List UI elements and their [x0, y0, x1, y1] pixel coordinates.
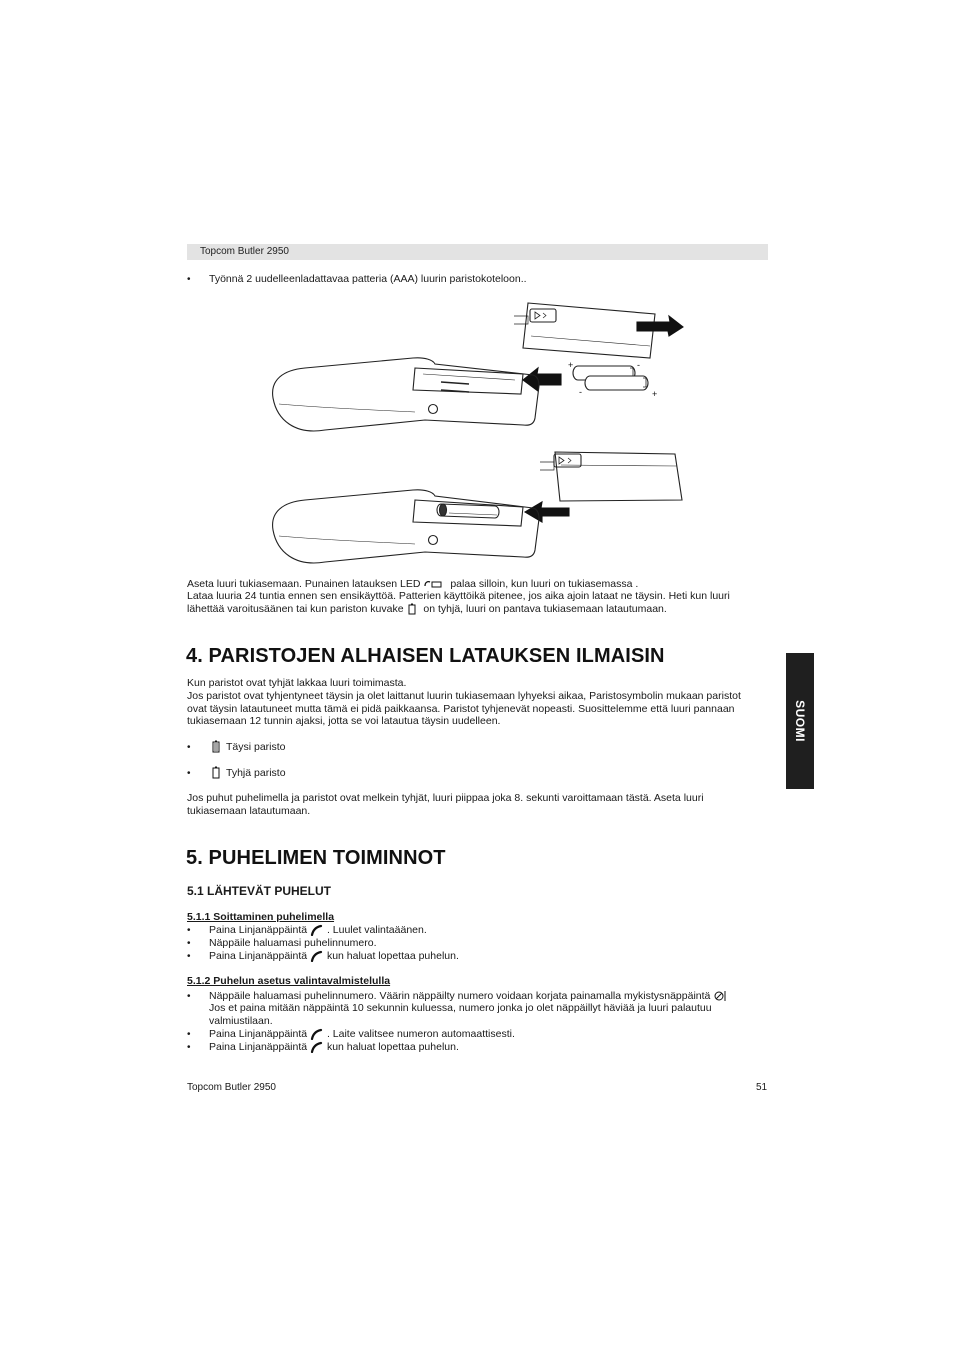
charge-line-2: Lataa luuria 24 tuntia ennen sen ensikäyttöä. Patterien käyttöikä pitenee, jos aika ajoin lataat ne täysin. Heti kun luuri — [187, 590, 730, 602]
language-tab — [786, 653, 814, 789]
bullet: • — [187, 951, 191, 962]
battery-full-label: Täysi paristo — [226, 741, 286, 753]
charge-line-1b: palaa silloin, kun luuri on tukiasemassa . — [450, 578, 639, 590]
line-key-icon — [310, 950, 324, 962]
language-tab-label: SUOMI — [793, 700, 807, 742]
battery-insertion-illustration — [265, 300, 695, 572]
section-5-1-1-title: 5.1.1 Soittaminen puhelimella — [187, 911, 335, 923]
arrow-in-bottom — [525, 502, 569, 522]
battery-empty-icon — [211, 766, 221, 779]
section-4-p1: Kun paristot ovat tyhjät lakkaa luuri toimimasta. — [187, 677, 407, 689]
arrow-out — [637, 316, 683, 336]
section-4-title: 4. PARISTOJEN ALHAISEN LATAUKSEN ILMAISIN — [186, 645, 665, 667]
charge-led-icon — [423, 579, 443, 589]
header-bar — [187, 244, 768, 260]
bullet: • — [187, 1029, 191, 1040]
line-key-icon — [310, 1041, 324, 1053]
s12-bullet-3 — [209, 1041, 459, 1054]
section-5-1-title: 5.1 LÄHTEVÄT PUHELUT — [187, 884, 332, 898]
bullet: • — [187, 938, 191, 949]
bullet: • — [187, 925, 191, 936]
bullet: • — [187, 742, 191, 753]
section-5-title: 5. PUHELIMEN TOIMINNOT — [186, 847, 446, 869]
s11-b1-b: . Luulet valintaäänen. — [326, 924, 427, 936]
battery-cover-top — [514, 303, 655, 358]
battery-full-icon — [211, 740, 221, 753]
s11-b3-a: Paina Linjanäppäintä — [209, 950, 308, 962]
s12-bullet-1-l2: Jos et paina mitään näppäintä 10 sekunnin kuluessa, numero jonka jo olet näppäillyt häviää ja luuri palautuu — [209, 1002, 712, 1014]
intro-bullet-text: Työnnä 2 uudelleenladattavaa patteria (AAA) luurin paristokoteloon.. — [209, 273, 527, 285]
minus-label-2: - — [579, 387, 582, 397]
plus-label-1: + — [568, 360, 574, 370]
page-number: 51 — [756, 1082, 768, 1093]
s11-b3-b: kun haluat lopettaa puhelun. — [326, 950, 459, 962]
s12-b3-a: Paina Linjanäppäintä — [209, 1041, 308, 1053]
bullet: • — [187, 1042, 191, 1053]
section-4-p3-l1: Jos puhut puhelimella ja paristot ovat melkein tyhjät, luuri piippaa joka 8. sekunti varoittamaan tästä. Aseta luuri — [187, 792, 704, 804]
s11-bullet-2: Näppäile haluamasi puhelinnumero. — [209, 937, 377, 949]
line-key-icon — [310, 924, 324, 936]
s12-b3-b: kun haluat lopettaa puhelun. — [326, 1041, 459, 1053]
s12-bullet-1-l3: valmiustilaan. — [209, 1015, 273, 1027]
s11-bullet-3 — [209, 950, 459, 963]
s12-b2-b: . Laite valitsee numeron automaattisesti. — [326, 1028, 515, 1040]
s11-bullet-1 — [209, 924, 427, 937]
charge-line-3 — [187, 603, 667, 616]
s11-b1-a: Paina Linjanäppäintä — [209, 924, 308, 936]
header-title: Topcom Butler 2950 — [200, 246, 289, 257]
handset-top — [273, 358, 539, 431]
handset-bottom — [273, 490, 539, 563]
section-4-p3-l2: tukiasemaan latautumaan. — [187, 805, 311, 817]
bullet: • — [187, 768, 191, 779]
battery-empty-icon — [406, 603, 418, 615]
charge-line-1a: Aseta luuri tukiasemaan. Punainen latauksen LED — [187, 578, 421, 590]
section-4-p2-l1: Jos paristot ovat tyhjentyneet täysin ja olet laittanut luurin tukiasemaan lyhyeksi aikaa, Paristosymbolin mukaan paristot — [187, 690, 741, 702]
arrow-in-top — [523, 368, 561, 391]
line-key-icon — [310, 1028, 324, 1040]
s12-b1-l1: Näppäile haluamasi puhelinnumero. Väärin näppäilty numero voidaan korjata painamalla mykistysnäppäintä — [209, 990, 711, 1002]
section-4-p2-l2: ovat täysin latautuneet mutta tämä ei pidä paikkaansa. Paristot tyhjenevät nopeasti. Suosittelemme että luuri pannaan — [187, 703, 735, 715]
s12-b2-a: Paina Linjanäppäintä — [209, 1028, 308, 1040]
s12-bullet-2 — [209, 1028, 515, 1041]
bullet: • — [187, 991, 191, 1002]
footer-title: Topcom Butler 2950 — [187, 1082, 276, 1093]
charge-line-3b: on tyhjä, luuri on pantava tukiasemaan latautumaan. — [423, 603, 667, 615]
minus-label-1: - — [637, 360, 640, 370]
plus-label-2: + — [652, 389, 658, 399]
mute-key-icon — [713, 990, 727, 1002]
charge-line-3a: lähettää varoitusäänen tai kun pariston kuvake — [187, 603, 404, 615]
bullet: • — [187, 274, 191, 285]
section-5-1-2-title: 5.1.2 Puhelun asetus valintavalmistelulla — [187, 975, 391, 987]
battery-cover-bottom — [540, 452, 682, 501]
battery-empty-label: Tyhjä paristo — [226, 767, 286, 779]
section-4-p2-l3: tukiasemaan 12 tunnin ajaksi, jotta se voi latautua täysin uudelleen. — [187, 715, 501, 727]
